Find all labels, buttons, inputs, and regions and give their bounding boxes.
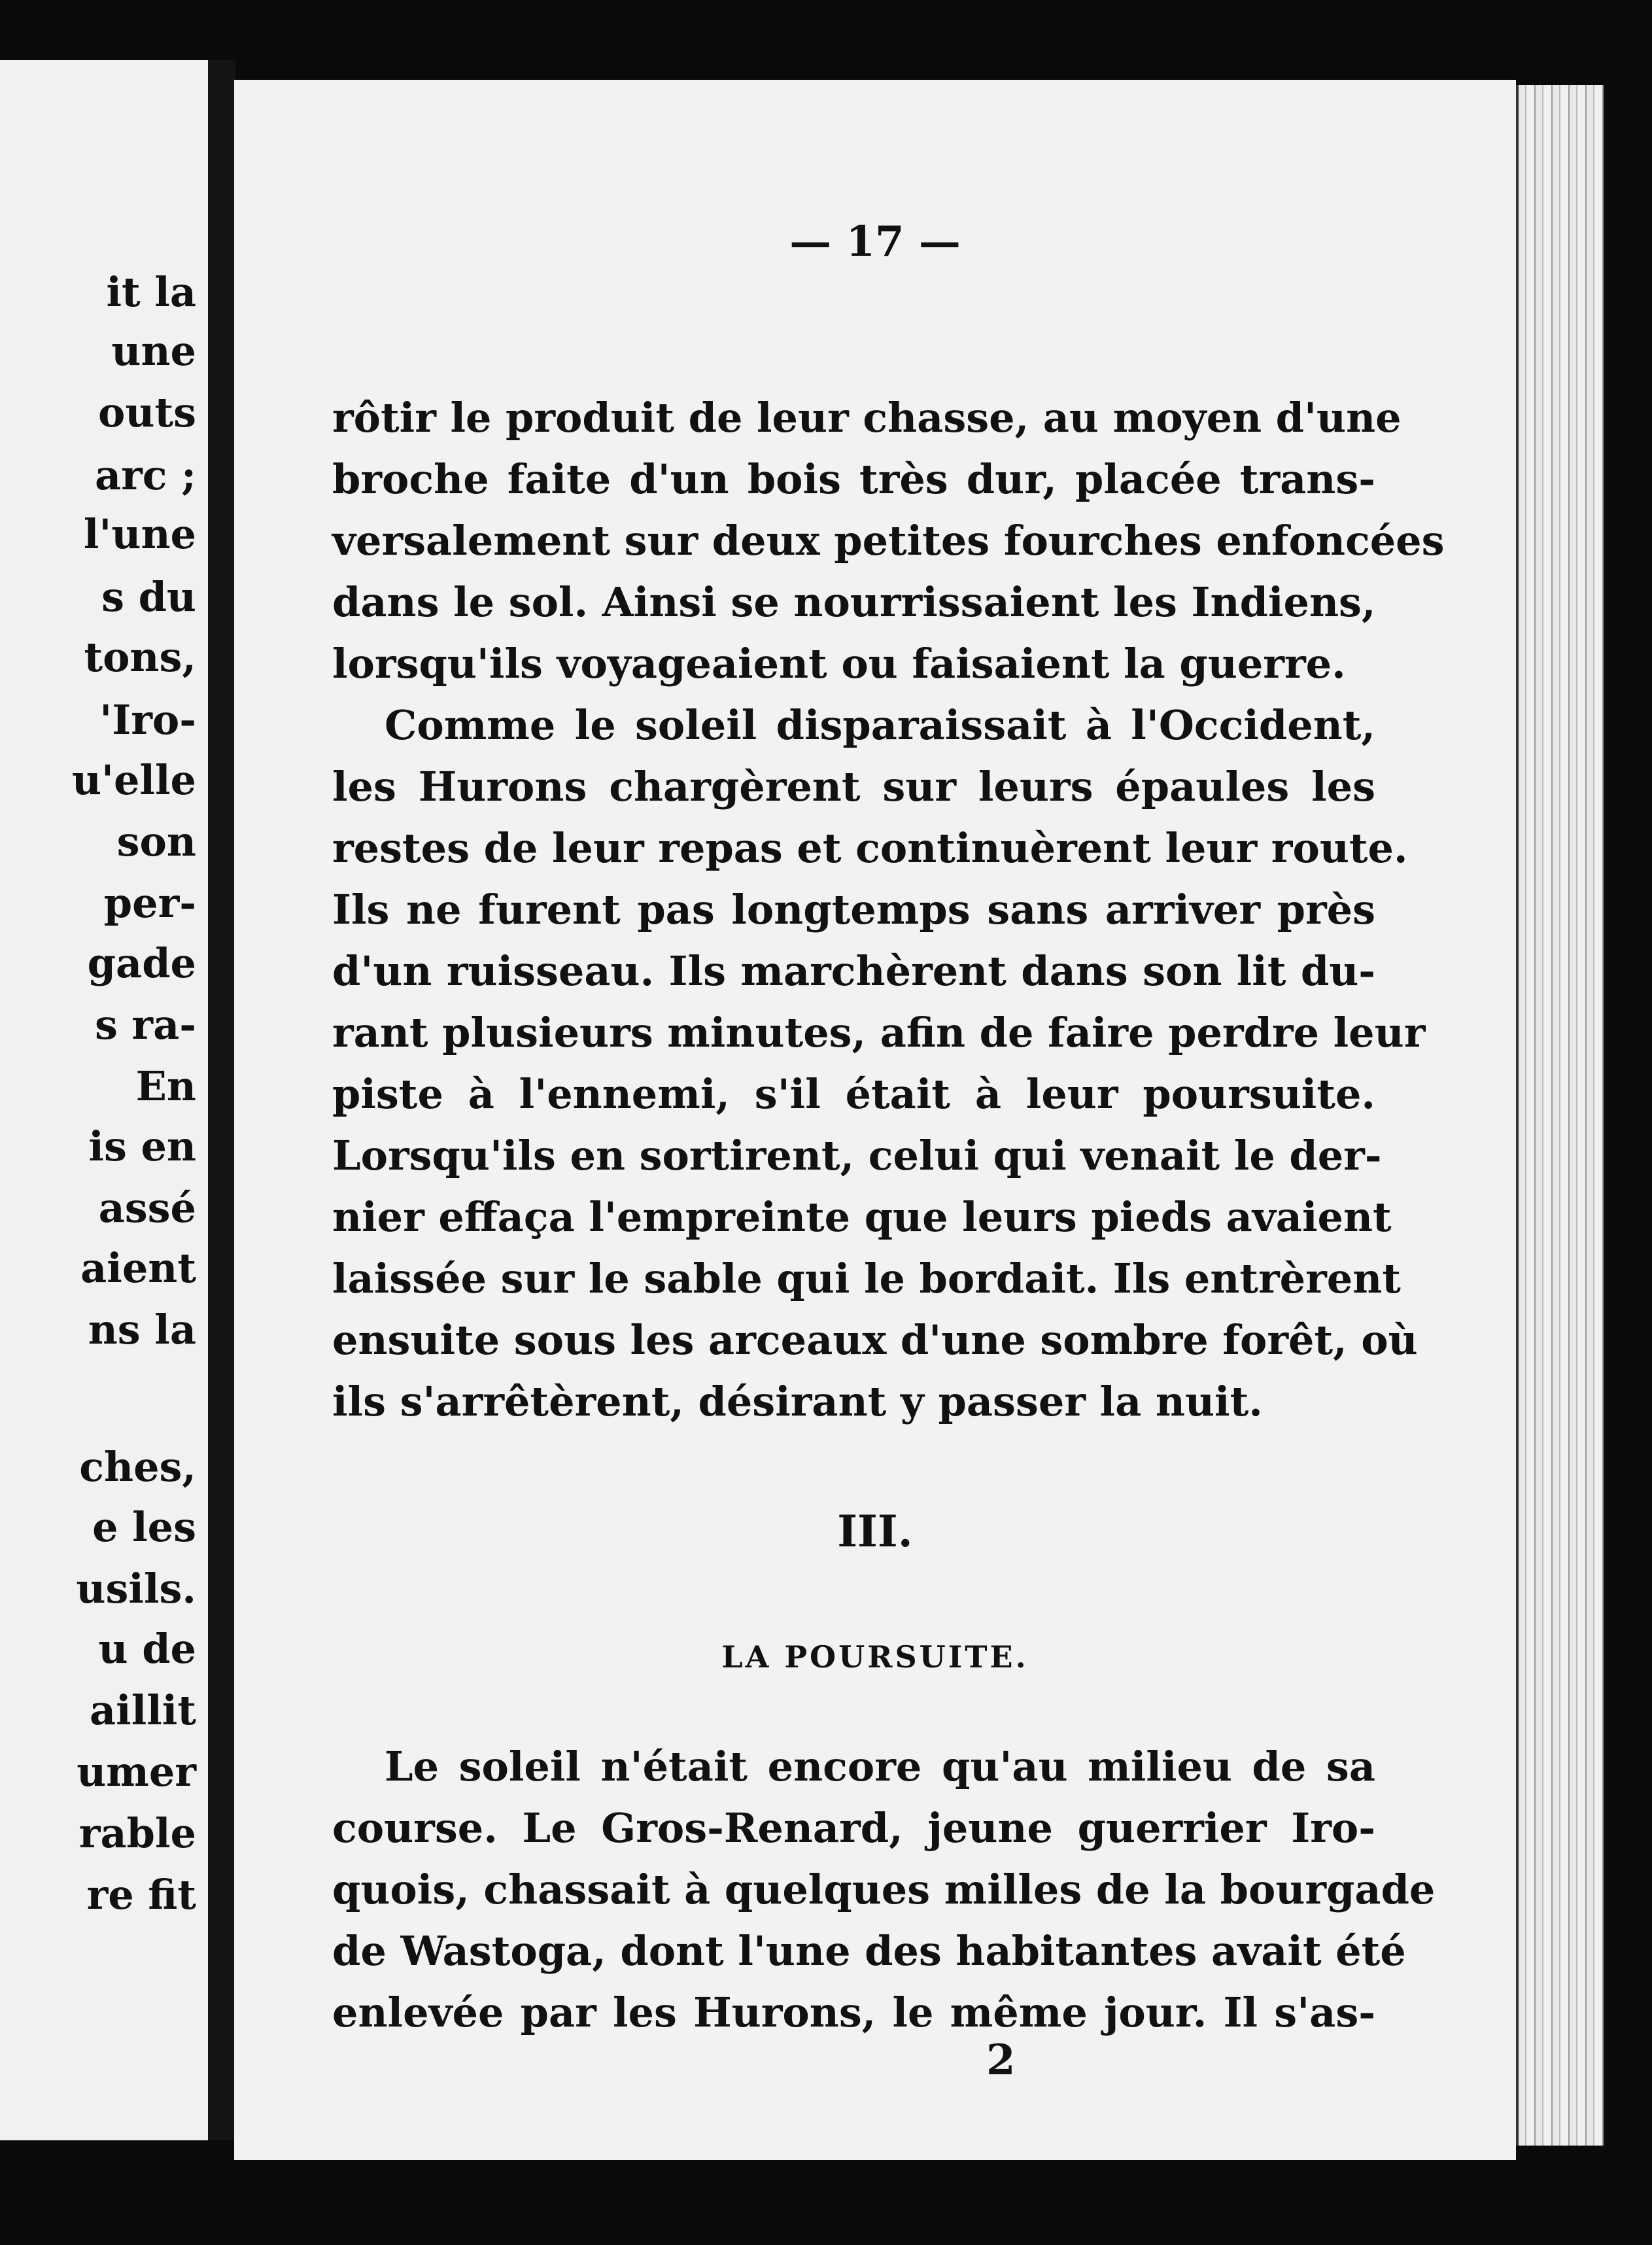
- text-line: nier effaça l'empreinte que leurs pieds avaient: [332, 1193, 1392, 1241]
- previous-page-fragment: is en: [88, 1122, 196, 1170]
- text-line: versalement sur deux petites fourches enfoncées: [332, 517, 1445, 565]
- text-line: ils s'arrêtèrent, désirant y passer la nuit.: [332, 1378, 1263, 1425]
- text-block-2: [332, 1736, 1436, 2044]
- text-line: ensuite sous les arceaux d'une sombre forêt, où: [332, 1316, 1418, 1364]
- chapter-title: LA POURSUITE.: [721, 1639, 1029, 1675]
- text-line: d'un ruisseau. Ils marchèrent dans son lit du-: [332, 947, 1375, 995]
- text-line: dans le sol. Ainsi se nourrissaient les Indiens,: [332, 578, 1376, 626]
- book-gutter: [208, 60, 235, 2140]
- previous-page-fragment: son: [116, 818, 196, 865]
- text-line: lorsqu'ils voyageaient ou faisaient la guerre.: [332, 640, 1346, 687]
- text-line: quois, chassait à quelques milles de la bourgade: [332, 1866, 1436, 1913]
- previous-page-fragment: ches,: [79, 1443, 196, 1491]
- page-number: — 17 —: [789, 217, 961, 266]
- text-block-1: [332, 387, 1445, 1433]
- previous-page-fragment: arc ;: [94, 451, 196, 499]
- previous-page-fragment: s du: [101, 573, 196, 621]
- previous-page-fragment: it la: [106, 268, 196, 316]
- previous-page-fragment: l'une: [83, 510, 196, 558]
- previous-page-fragment: tons,: [84, 633, 196, 681]
- previous-page-fragment: usils.: [76, 1565, 196, 1612]
- previous-page-fragment: aient: [80, 1244, 196, 1292]
- signature-mark: 2: [986, 2036, 1016, 2085]
- text-line: laissée sur le sable qui le bordait. Ils entrèrent: [332, 1255, 1401, 1302]
- text-line: piste à l'ennemi, s'il était à leur poursuite.: [332, 1070, 1375, 1118]
- previous-page-fragment: outs: [98, 389, 196, 436]
- previous-page-fragment: per-: [103, 879, 196, 927]
- text-line: Ils ne furent pas longtemps sans arriver près: [332, 886, 1375, 933]
- previous-page-fragment: gade: [87, 939, 196, 987]
- previous-page-fragment: assé: [98, 1184, 196, 1232]
- previous-page-fragment: umer: [77, 1748, 196, 1796]
- text-line: rôtir le produit de leur chasse, au moyen d'une: [332, 394, 1402, 442]
- previous-page-fragment: 'Iro-: [99, 696, 196, 744]
- text-line: Le soleil n'était encore qu'au milieu de sa: [385, 1743, 1375, 1790]
- text-line: Lorsqu'ils en sortirent, celui qui venait le der-: [332, 1132, 1382, 1179]
- previous-page-fragment: En: [135, 1062, 196, 1110]
- page-edges: [1516, 85, 1604, 2146]
- current-page: [234, 80, 1516, 2160]
- previous-page-fragment: aillit: [89, 1686, 196, 1734]
- text-line: les Hurons chargèrent sur leurs épaules les: [332, 763, 1375, 810]
- previous-page-fragment: e les: [92, 1503, 196, 1551]
- previous-page-fragment: une: [111, 327, 196, 375]
- text-line: Comme le soleil disparaissait à l'Occident,: [385, 701, 1375, 749]
- text-line: rant plusieurs minutes, afin de faire perdre leur: [332, 1009, 1426, 1056]
- previous-page: [0, 60, 208, 2140]
- text-line: restes de leur repas et continuèrent leur route.: [332, 824, 1408, 872]
- chapter-number: III.: [837, 1506, 913, 1557]
- previous-page-fragment: ns la: [88, 1306, 196, 1353]
- previous-page-fragment: u de: [98, 1625, 196, 1673]
- text-line: de Wastoga, dont l'une des habitantes avait été: [332, 1927, 1406, 1975]
- previous-page-fragment: s ra-: [94, 1001, 196, 1049]
- previous-page-fragment: re fit: [86, 1871, 196, 1919]
- previous-page-fragment: u'elle: [71, 756, 196, 804]
- text-line: broche faite d'un bois très dur, placée trans-: [332, 455, 1375, 503]
- text-line: enlevée par les Hurons, le même jour. Il s'as-: [332, 1989, 1375, 2036]
- previous-page-fragment: rable: [78, 1809, 196, 1857]
- text-line: course. Le Gros-Renard, jeune guerrier Iro-: [332, 1804, 1375, 1852]
